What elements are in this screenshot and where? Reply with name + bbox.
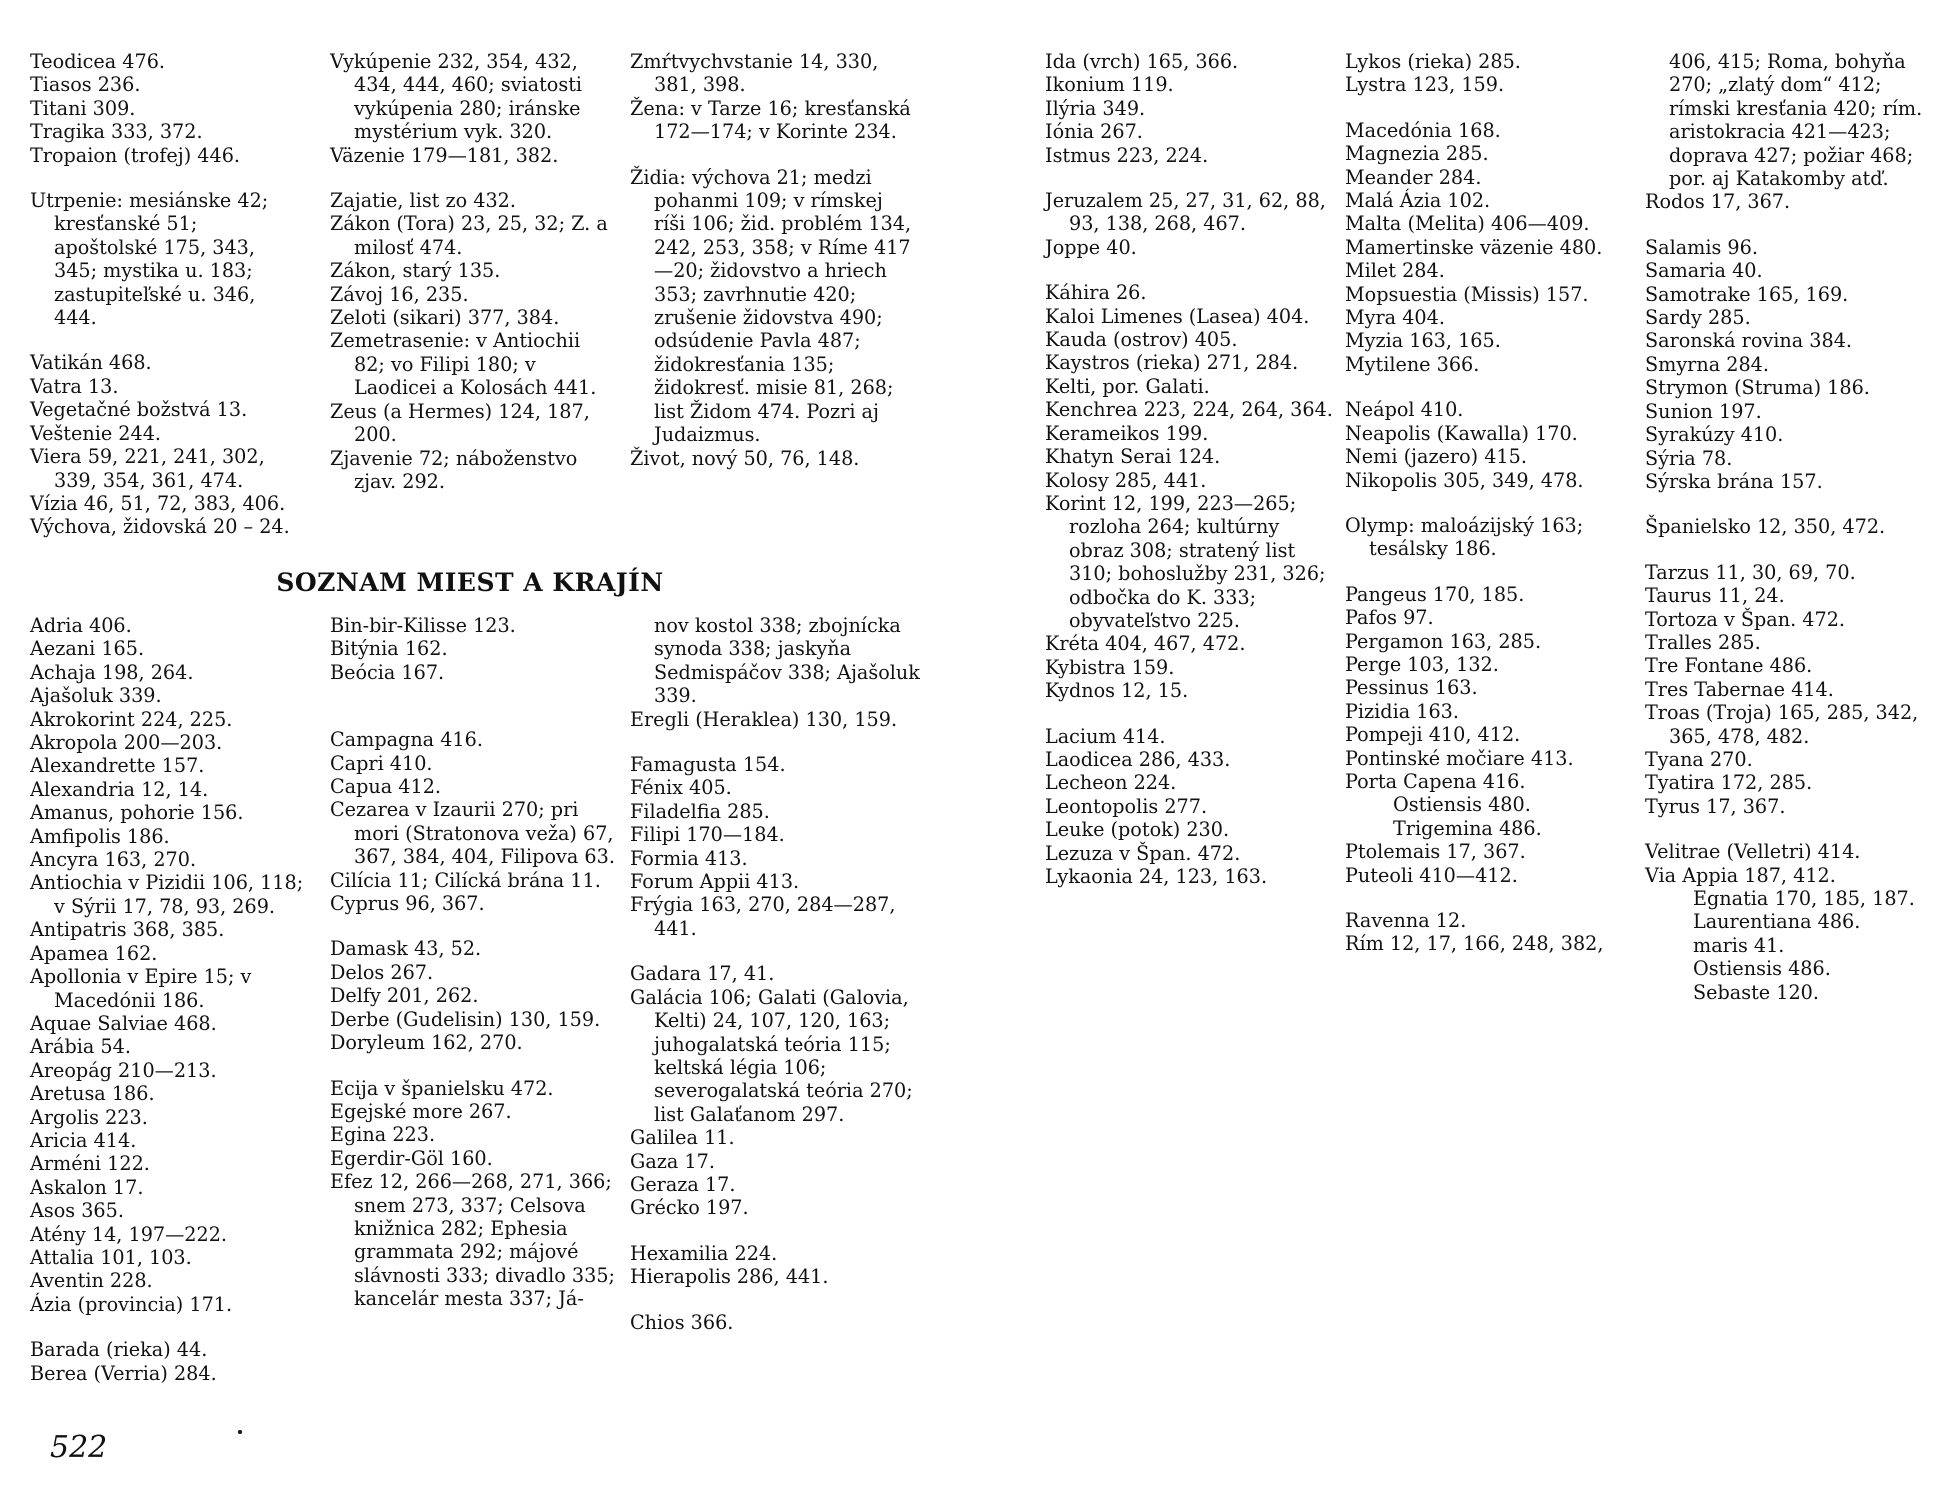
- index-entry: Sebaste 120.: [1693, 980, 1819, 1004]
- entry-gap: [30, 167, 292, 189]
- index-entry: 406, 415; Roma, bohyňa 270; „zlatý dom“ 412; rímski kresťania 420; rím. aristokracia 421—423; doprava 427; požiar 468; por. aj Katakomby atď.: [1669, 50, 1923, 191]
- index-entry: Vízia 46, 51, 72, 383, 406.: [30, 491, 286, 515]
- index-entry: Salamis 96.: [1645, 235, 1758, 259]
- entry-gap: [630, 144, 920, 166]
- index-entry: Ptolemais 17, 367.: [1345, 840, 1526, 864]
- entry-gap: [1045, 259, 1335, 281]
- index-entry: Väzenie 179—181, 382.: [330, 143, 559, 167]
- index-entry: Attalia 101, 103.: [30, 1245, 192, 1269]
- index-entry: Argolis 223.: [30, 1105, 148, 1129]
- index-entry: Tyana 270.: [1645, 747, 1753, 771]
- index-entry: Zjavenie 72; náboženstvo zjav. 292.: [330, 446, 578, 493]
- index-entry: Meander 284.: [1345, 165, 1482, 189]
- index-entry: Vegetačné božstvá 13.: [30, 398, 248, 422]
- index-entry: Ázia (provincia) 171.: [30, 1292, 233, 1316]
- index-entry: Samotrake 165, 169.: [1645, 282, 1849, 306]
- index-entry: Efez 12, 266—268, 271, 366; snem 273, 337; Celsova knižnica 282; Ephesia grammata 292; májové slávnosti 333; divadlo 335; kancelár mesta 337; Já-: [330, 1170, 616, 1311]
- entry-gap: [30, 1316, 310, 1338]
- index-entry: Achaja 198, 264.: [30, 660, 194, 684]
- entry-gap: [1345, 97, 1635, 119]
- index-entry: Malta (Melita) 406—409.: [1345, 212, 1590, 236]
- index-entry: Utrpenie: mesiánske 42; kresťanské 51; apoštolské 175, 343, 345; mystika u. 183; zastupiteľské u. 346, 444.: [30, 189, 269, 330]
- index-entry: Život, nový 50, 76, 148.: [630, 446, 860, 470]
- index-entry: Barada (rieka) 44.: [30, 1338, 208, 1362]
- index-entry: Strymon (Struma) 186.: [1645, 376, 1870, 400]
- index-entry: Pontinské močiare 413.: [1345, 746, 1574, 770]
- index-entry: Troas (Troja) 165, 285, 342, 365, 478, 482.: [1645, 701, 1919, 748]
- index-entry: nov kostol 338; zbojnícka synoda 338; jaskyňa Sedmispáčov 338; Ajašoluk 339.: [654, 614, 920, 708]
- entry-gap: [1345, 492, 1635, 514]
- index-entry: Istmus 223, 224.: [1045, 143, 1209, 167]
- index-entry: Egina 223.: [330, 1123, 436, 1147]
- index-entry: Pessinus 163.: [1345, 676, 1478, 700]
- index-entry: Vatra 13.: [30, 374, 119, 398]
- entry-gap: [1345, 561, 1635, 583]
- entry-gap: [1645, 493, 1935, 515]
- index-entry: maris 41.: [1693, 933, 1785, 957]
- top-column-2: [330, 50, 610, 493]
- entry-gap: [330, 1055, 620, 1077]
- index-entry: Tortoza v Špan. 472.: [1645, 607, 1846, 631]
- index-entry: Antiochia v Pizidii 106, 118; v Sýrii 17, 78, 93, 269.: [30, 871, 304, 918]
- entry-gap: [1045, 167, 1335, 189]
- index-entry: Tyrus 17, 367.: [1645, 794, 1786, 818]
- index-entry: Egejské more 267.: [330, 1099, 512, 1123]
- right-column-1: [1045, 50, 1335, 888]
- index-entry: Korint 12, 199, 223—265; rozloha 264; kultúrny obraz 308; stratený list 310; bohoslužby 231, 326; odbočka do K. 333; obyvateľstvo 225.: [1045, 491, 1326, 632]
- index-entry: Teodicea 476.: [30, 50, 165, 73]
- index-entry: Ikonium 119.: [1045, 73, 1174, 97]
- entry-gap: [1645, 818, 1935, 840]
- index-entry: Lykos (rieka) 285.: [1345, 50, 1521, 73]
- index-entry: Nikopolis 305, 349, 478.: [1345, 468, 1584, 492]
- index-entry: Apollonia v Epire 15; v Macedónii 186.: [30, 965, 252, 1012]
- index-entry: Lystra 123, 159.: [1345, 73, 1505, 97]
- index-entry: Mytilene 366.: [1345, 352, 1480, 376]
- entry-gap: [30, 329, 292, 351]
- index-entry: Gadara 17, 41.: [630, 962, 775, 986]
- index-entry: Zákon (Tora) 23, 25, 32; Z. a milosť 474.: [330, 212, 608, 259]
- index-entry: Egnatia 170, 185, 187.: [1693, 887, 1915, 910]
- index-entry: Delos 267.: [330, 960, 434, 984]
- index-entry: Antipatris 368, 385.: [30, 918, 225, 942]
- index-entry: Leontopolis 277.: [1045, 794, 1208, 818]
- index-entry: Akropola 200—203.: [30, 731, 223, 755]
- index-entry: Kauda (ostrov) 405.: [1045, 328, 1238, 352]
- index-entry: Adria 406.: [30, 614, 132, 637]
- index-entry: Saronská rovina 384.: [1645, 329, 1852, 353]
- index-entry: Jeruzalem 25, 27, 31, 62, 88, 93, 138, 268, 467.: [1045, 189, 1326, 236]
- index-entry: Aricia 414.: [30, 1128, 137, 1152]
- index-entry: Vatikán 468.: [30, 351, 152, 375]
- index-entry: Frýgia 163, 270, 284—287, 441.: [630, 893, 896, 940]
- index-entry: Derbe (Gudelisin) 130, 159.: [330, 1007, 601, 1031]
- index-entry: Mopsuestia (Missis) 157.: [1345, 282, 1589, 306]
- index-entry: Židia: výchova 21; medzi pohanmi 109; v rímskej ríši 106; žid. problém 134, 242, 253, 358; v Ríme 417—20; židovstvo a hriech 353; zavrhnutie 420; zrušenie židovstva 490; odsúdenie Pavla 487; židokresťania 135; židokresť. misie 81, 268; list Židom 474. Pozri aj Judaizmus.: [630, 165, 912, 447]
- index-entry: Závoj 16, 235.: [330, 282, 469, 306]
- index-entry: Mamertinske väzenie 480.: [1345, 235, 1603, 259]
- ink-speck: [238, 1430, 242, 1434]
- index-entry: Leuke (potok) 230.: [1045, 818, 1230, 842]
- index-entry: Tres Tabernae 414.: [1645, 677, 1834, 701]
- index-entry: Olymp: maloázijský 163; tesálsky 186.: [1345, 513, 1584, 561]
- index-entry: Asos 365.: [30, 1199, 124, 1223]
- entry-gap: [1645, 214, 1935, 236]
- index-entry: Káhira 26.: [1045, 281, 1147, 305]
- entry-gap: [1645, 539, 1935, 561]
- index-entry: Atény 14, 197—222.: [30, 1222, 228, 1246]
- index-entry: Galilea 11.: [630, 1126, 735, 1150]
- index-entry: Askalon 17.: [30, 1175, 144, 1199]
- index-entry: Smyrna 284.: [1645, 352, 1769, 376]
- index-entry: Pangeus 170, 185.: [1345, 582, 1525, 606]
- entry-gap: [1045, 703, 1335, 725]
- index-entry: Zmŕtvychvstanie 14, 330, 381, 398.: [630, 50, 879, 97]
- index-entry: Pompeji 410, 412.: [1345, 723, 1521, 747]
- index-entry: Kenchrea 223, 224, 264, 364.: [1045, 398, 1333, 422]
- index-entry: Žena: v Tarze 16; kresťanská 172—174; v Korinte 234.: [630, 96, 911, 144]
- index-entry: Gaza 17.: [630, 1149, 715, 1173]
- entry-gap: [330, 167, 610, 189]
- index-entry: Ostiensis 486.: [1693, 957, 1831, 981]
- index-entry: Zeus (a Hermes) 124, 187, 200.: [330, 399, 590, 447]
- index-entry: Trigemina 486.: [1393, 816, 1542, 840]
- index-entry: Myzia 163, 165.: [1345, 329, 1501, 353]
- index-entry: Formia 413.: [630, 846, 748, 870]
- index-entry: Damask 43, 52.: [330, 937, 482, 961]
- index-entry: Sardy 285.: [1645, 306, 1751, 330]
- entry-gap: [630, 1220, 920, 1242]
- index-entry: Doryleum 162, 270.: [330, 1031, 523, 1055]
- index-entry: Sunion 197.: [1645, 399, 1762, 423]
- index-entry: Ajašoluk 339.: [30, 684, 162, 708]
- section-heading: SOZNAM MIEST A KRAJÍN: [276, 568, 664, 597]
- index-entry: Tralles 285.: [1645, 630, 1761, 654]
- bottom-column-3: [630, 614, 920, 1334]
- index-entry: Lezuza v Špan. 472.: [1045, 841, 1241, 865]
- index-entry: Kydnos 12, 15.: [1045, 679, 1189, 703]
- index-entry: Lecheon 224.: [1045, 771, 1177, 795]
- index-entry: Aquae Salviae 468.: [30, 1011, 217, 1035]
- index-entry: Kolosy 285, 441.: [1045, 468, 1207, 492]
- index-entry: Aretusa 186.: [30, 1082, 155, 1106]
- index-entry: Ecija v španielsku 472.: [330, 1076, 554, 1100]
- index-entry: Delfy 201, 262.: [330, 984, 479, 1008]
- index-entry: Akrokorint 224, 225.: [30, 707, 233, 731]
- index-entry: Milet 284.: [1345, 259, 1445, 283]
- index-entry: Chios 366.: [630, 1310, 734, 1334]
- index-entry: Vykúpenie 232, 354, 432, 434, 444, 460; sviatosti vykúpenia 280; iránske mystérium vyk. 320.: [330, 50, 583, 144]
- index-entry: Sýria 78.: [1645, 446, 1733, 470]
- index-entry: Joppe 40.: [1045, 235, 1137, 259]
- index-entry: Pafos 97.: [1345, 606, 1434, 630]
- index-entry: Berea (Verria) 284.: [30, 1361, 217, 1385]
- index-entry: Porta Capena 416.: [1345, 769, 1526, 793]
- index-entry: Ilýria 349.: [1045, 96, 1146, 120]
- index-entry: Kaloi Limenes (Lasea) 404.: [1045, 304, 1310, 328]
- index-entry: Egerdir-Göl 160.: [330, 1146, 493, 1170]
- index-entry: Amanus, pohorie 156.: [30, 801, 244, 825]
- index-entry: Aezani 165.: [30, 637, 145, 661]
- index-entry: Iónia 267.: [1045, 120, 1143, 144]
- entry-gap: [1345, 376, 1635, 398]
- top-column-3: [630, 50, 920, 470]
- index-entry: Arábia 54.: [30, 1035, 131, 1059]
- index-entry: Sýrska brána 157.: [1645, 469, 1823, 493]
- index-entry: Tragika 333, 372.: [30, 120, 203, 144]
- bottom-column-2: [330, 614, 620, 1311]
- index-entry: Neápol 410.: [1345, 398, 1464, 422]
- index-entry: Tropaion (trofej) 446.: [30, 143, 241, 167]
- index-entry: Bitýnia 162.: [330, 637, 448, 661]
- index-entry: Geraza 17.: [630, 1172, 736, 1196]
- index-entry: Lacium 414.: [1045, 724, 1166, 748]
- index-entry: Famagusta 154.: [630, 753, 786, 777]
- index-entry: Cyprus 96, 367.: [330, 892, 485, 916]
- index-entry: Aventin 228.: [30, 1269, 153, 1293]
- index-entry: Bin-bir-Kilisse 123.: [330, 614, 516, 637]
- index-entry: Titani 309.: [30, 96, 136, 120]
- index-entry: Apamea 162.: [30, 941, 158, 965]
- index-entry: Alexandrette 157.: [30, 754, 205, 778]
- index-entry: Eregli (Heraklea) 130, 159.: [630, 707, 898, 731]
- index-entry: Laodicea 286, 433.: [1045, 747, 1231, 771]
- index-entry: Beócia 167.: [330, 660, 445, 684]
- index-entry: Pergamon 163, 285.: [1345, 629, 1542, 653]
- index-entry: Amfipolis 186.: [30, 824, 170, 848]
- index-entry: Taurus 11, 24.: [1645, 584, 1785, 608]
- index-entry: Tyatira 172, 285.: [1645, 771, 1813, 795]
- page-number: 522: [50, 1430, 108, 1465]
- index-entry: Výchova, židovská 20 – 24.: [30, 515, 290, 539]
- entry-gap: [330, 915, 620, 937]
- index-entry: Syrakúzy 410.: [1645, 423, 1784, 447]
- index-entry: Španielsko 12, 350, 472.: [1645, 515, 1886, 539]
- index-entry: Rodos 17, 367.: [1645, 190, 1791, 214]
- index-entry: Via Appia 187, 412.: [1645, 863, 1836, 887]
- index-entry: Cezarea v Izaurii 270; pri mori (Stratonova veža) 67, 367, 384, 404, Filipova 63.: [330, 798, 615, 869]
- index-entry: Fénix 405.: [630, 776, 732, 800]
- index-entry: Filadelfia 285.: [630, 799, 770, 823]
- index-entry: Filipi 170—184.: [630, 823, 785, 847]
- index-entry: Ancyra 163, 270.: [30, 848, 197, 872]
- index-entry: Ravenna 12.: [1345, 909, 1467, 932]
- index-entry: Hierapolis 286, 441.: [630, 1265, 829, 1289]
- index-entry: Capua 412.: [330, 775, 442, 799]
- index-entry: Kréta 404, 467, 472.: [1045, 632, 1246, 656]
- index-entry: Laurentiana 486.: [1693, 910, 1861, 934]
- index-entry: Alexandria 12, 14.: [30, 777, 209, 801]
- index-entry: Macedónia 168.: [1345, 118, 1501, 142]
- index-entry: Cilícia 11; Cilícká brána 11.: [330, 868, 601, 892]
- index-entry: Malá Ázia 102.: [1345, 189, 1491, 213]
- index-entry: Tarzus 11, 30, 69, 70.: [1645, 560, 1856, 584]
- index-entry: Ostiensis 480.: [1393, 793, 1531, 817]
- top-column-1: [30, 50, 292, 539]
- index-entry: Veštenie 244.: [30, 421, 162, 445]
- entry-gap: [330, 706, 620, 728]
- index-entry: Kelti, por. Galati.: [1045, 374, 1210, 398]
- entry-gap: [630, 731, 920, 753]
- index-entry: Capri 410.: [330, 751, 433, 775]
- index-entry: Zákon, starý 135.: [330, 259, 501, 283]
- index-entry: Puteoli 410—412.: [1345, 863, 1518, 887]
- index-entry: Zemetrasenie: v Antiochii 82; vo Filipi 180; v Laodicei a Kolosách 441.: [330, 329, 597, 400]
- index-entry: Magnezia 285.: [1345, 142, 1489, 166]
- index-entry: Perge 103, 132.: [1345, 652, 1499, 676]
- entry-gap: [330, 684, 620, 706]
- index-entry: Arméni 122.: [30, 1152, 150, 1176]
- index-entry: Pizidia 163.: [1345, 699, 1459, 723]
- entry-gap: [630, 940, 920, 962]
- bottom-column-1: [30, 614, 310, 1385]
- index-entry: Viera 59, 221, 241, 302, 339, 354, 361, 474.: [30, 445, 265, 492]
- index-entry: Rím 12, 17, 166, 248, 382,: [1345, 932, 1604, 956]
- index-entry: Velitrae (Velletri) 414.: [1645, 840, 1861, 864]
- index-entry: Zajatie, list zo 432.: [330, 189, 516, 213]
- index-entry: Kerameikos 199.: [1045, 421, 1209, 445]
- index-entry: Campagna 416.: [330, 728, 483, 752]
- index-entry: Areopág 210—213.: [30, 1058, 217, 1082]
- index-entry: Kybistra 159.: [1045, 655, 1175, 679]
- index-entry: Zeloti (sikari) 377, 384.: [330, 306, 560, 330]
- index-entry: Grécko 197.: [630, 1196, 749, 1220]
- index-entry: Samaria 40.: [1645, 259, 1763, 283]
- index-entry: Kaystros (rieka) 271, 284.: [1045, 351, 1299, 375]
- right-column-3: [1645, 50, 1935, 1004]
- index-entry: Khatyn Serai 124.: [1045, 445, 1221, 469]
- index-entry: Ida (vrch) 165, 366.: [1045, 50, 1239, 73]
- index-entry: Neapolis (Kawalla) 170.: [1345, 421, 1578, 445]
- index-entry: Myra 404.: [1345, 306, 1445, 330]
- index-entry: Tre Fontane 486.: [1645, 654, 1813, 678]
- index-entry: Tiasos 236.: [30, 73, 141, 97]
- index-entry: Lykaonia 24, 123, 163.: [1045, 865, 1268, 888]
- entry-gap: [1345, 887, 1635, 909]
- index-entry: Nemi (jazero) 415.: [1345, 445, 1527, 469]
- index-entry: Forum Appii 413.: [630, 870, 800, 894]
- entry-gap: [630, 1289, 920, 1311]
- index-entry: Galácia 106; Galati (Galovia, Kelti) 24, 107, 120, 163; juhogalatská teória 115; keltská légia 106; severogalatská teória 270; list Galaťanom 297.: [630, 985, 913, 1126]
- right-column-2: [1345, 50, 1635, 956]
- index-entry: Hexamilia 224.: [630, 1241, 778, 1265]
